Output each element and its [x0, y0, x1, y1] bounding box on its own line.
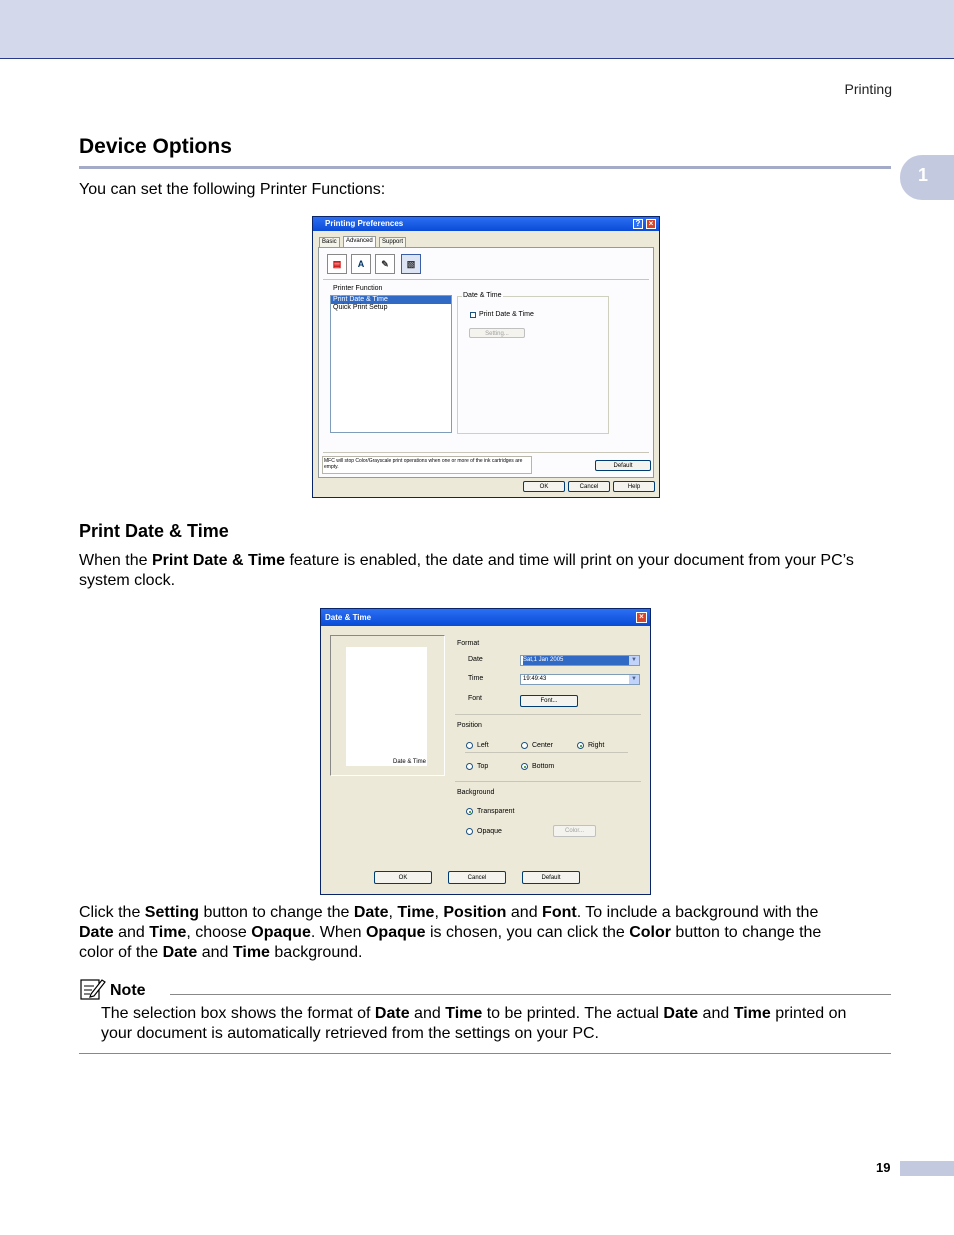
- title-rule: [79, 166, 891, 169]
- preview-text: Date & Time: [392, 759, 426, 765]
- text: and: [409, 1005, 446, 1022]
- chevron-down-icon: ▼: [629, 656, 639, 665]
- note-text: [101, 1004, 893, 1044]
- opaque-radio[interactable]: [466, 828, 473, 835]
- note-rule: [170, 994, 891, 995]
- right-radio[interactable]: [577, 742, 584, 749]
- intro-text: You can set the following Printer Functions:: [79, 181, 386, 198]
- text: When the: [79, 552, 152, 569]
- text: The selection box shows the format of: [101, 1005, 375, 1022]
- text: is chosen, you can click the: [425, 924, 630, 941]
- checkbox-label: Print Date & Time: [479, 311, 534, 318]
- page-tab: [900, 1161, 954, 1176]
- bold-term: Color: [629, 924, 671, 941]
- transparent-label: Transparent: [477, 808, 515, 815]
- center-radio[interactable]: [521, 742, 528, 749]
- font-button[interactable]: Font...: [520, 695, 578, 707]
- ok-button[interactable]: OK: [523, 481, 565, 492]
- bold-term: Time: [733, 1005, 771, 1022]
- printing-preferences-dialog: [312, 216, 660, 498]
- date-label: Date: [468, 656, 483, 663]
- bold-term: Opaque: [251, 924, 311, 941]
- dialog-title: Date & Time: [325, 613, 372, 622]
- text: color of the: [79, 944, 163, 961]
- note-pencil-icon: [80, 977, 106, 1001]
- right-label: Right: [588, 742, 605, 749]
- text: feature is enabled, the date and time will print on your document from your PC’s: [285, 552, 854, 569]
- bold-term: Date: [353, 904, 389, 921]
- top-radio[interactable]: [466, 763, 473, 770]
- print-date-time-checkbox[interactable]: [470, 312, 476, 318]
- document-icon[interactable]: ✎: [375, 254, 395, 274]
- default-button[interactable]: Default: [595, 460, 651, 471]
- bold-term: Time: [149, 924, 187, 941]
- text: to be printed. The actual: [482, 1005, 664, 1022]
- page-number: 19: [876, 1160, 891, 1175]
- top-band: [0, 0, 954, 59]
- selected-date: Sat,1 Jan 2005: [523, 656, 629, 665]
- preview-frame: [330, 635, 445, 776]
- tab-panel: [318, 247, 654, 478]
- text: ,: [388, 904, 398, 921]
- text: your document is automatically retrieved from the settings on your PC.: [101, 1025, 599, 1042]
- format-label: Format: [457, 640, 480, 647]
- list-item[interactable]: Print Date & Time: [331, 296, 451, 304]
- running-header: Printing: [844, 81, 892, 97]
- bold-term: Font: [542, 904, 577, 921]
- color-button[interactable]: Color...: [553, 825, 596, 837]
- cancel-button[interactable]: Cancel: [568, 481, 610, 492]
- text: Click the: [79, 904, 145, 921]
- text: background.: [269, 944, 363, 961]
- paragraph-date-time: [79, 551, 894, 591]
- ok-button[interactable]: OK: [374, 871, 432, 884]
- help-button[interactable]: Help: [613, 481, 655, 492]
- font-label: Font: [468, 695, 483, 702]
- paragraph-setting: [79, 903, 894, 963]
- bold-term: Date: [162, 944, 198, 961]
- dialog-title: Printing Preferences: [325, 219, 404, 228]
- date-time-group: [457, 292, 609, 434]
- close-icon[interactable]: ×: [646, 219, 656, 229]
- bold-term: Opaque: [365, 924, 426, 941]
- text: and: [113, 924, 150, 941]
- dialog-titlebar: [313, 217, 659, 231]
- chevron-down-icon: ▼: [629, 675, 639, 684]
- page-title: Device Options: [79, 135, 232, 158]
- tab-support[interactable]: Support: [379, 237, 406, 247]
- list-item[interactable]: Quick Print Setup: [333, 304, 388, 311]
- bold-term: Setting: [144, 904, 200, 921]
- preview-page: [346, 647, 427, 766]
- left-label: Left: [477, 742, 489, 749]
- date-time-dialog: [320, 608, 651, 895]
- tab-basic[interactable]: Basic: [319, 237, 340, 247]
- center-label: Center: [532, 742, 554, 749]
- position-label: Position: [457, 722, 482, 729]
- close-icon[interactable]: ×: [636, 612, 647, 623]
- bold-term: Date: [374, 1005, 410, 1022]
- bold-term: Print Date & Time: [151, 552, 286, 569]
- transparent-radio[interactable]: [466, 808, 473, 815]
- bold-term: Time: [232, 944, 270, 961]
- setting-button[interactable]: Setting...: [469, 328, 525, 338]
- help-icon[interactable]: ?: [633, 219, 643, 229]
- note-bottom-rule: [79, 1053, 891, 1054]
- printer-function-label: Printer Function: [333, 285, 383, 292]
- separator: [323, 452, 649, 453]
- opaque-label: Opaque: [477, 828, 502, 835]
- separator: [465, 752, 628, 753]
- section-heading: Print Date & Time: [79, 521, 229, 541]
- device-options-icon[interactable]: ▧: [401, 254, 421, 274]
- separator: [455, 714, 641, 715]
- bold-term: Time: [445, 1005, 483, 1022]
- time-format-select[interactable]: [520, 674, 640, 685]
- text: ,: [434, 904, 444, 921]
- bold-term: Date: [79, 924, 114, 941]
- text: , choose: [186, 924, 252, 941]
- default-button[interactable]: Default: [522, 871, 580, 884]
- text: . When: [310, 924, 366, 941]
- date-format-select[interactable]: [520, 655, 640, 666]
- text: and: [698, 1005, 734, 1022]
- background-label: Background: [457, 789, 495, 796]
- color-icon[interactable]: ▤: [327, 254, 347, 274]
- chapter-number: 1: [918, 165, 929, 185]
- bold-term: Position: [443, 904, 507, 921]
- text: printed on: [770, 1005, 847, 1022]
- text: button to change the: [199, 904, 354, 921]
- text: and: [506, 904, 543, 921]
- bold-term: Time: [397, 904, 435, 921]
- dialog-titlebar: [321, 609, 650, 626]
- status-text: MFC will stop Color/Grayscale print operations when one or more of the ink cartridges are empty.: [322, 456, 532, 474]
- selected-time: 19:49:43: [523, 676, 547, 682]
- text: and: [197, 944, 233, 961]
- tab-advanced[interactable]: Advanced: [343, 236, 376, 248]
- bold-term: Date: [663, 1005, 699, 1022]
- bottom-radio[interactable]: [521, 763, 528, 770]
- left-radio[interactable]: [466, 742, 473, 749]
- separator: [323, 279, 649, 280]
- text: . To include a background with the: [576, 904, 819, 921]
- bottom-label: Bottom: [532, 763, 555, 770]
- chapter-tab: [900, 155, 954, 200]
- top-label: Top: [477, 763, 489, 770]
- printer-function-list[interactable]: [330, 295, 452, 433]
- cancel-button[interactable]: Cancel: [448, 871, 506, 884]
- text: system clock.: [79, 572, 176, 589]
- group-title: Date & Time: [463, 292, 502, 299]
- time-label: Time: [468, 675, 484, 682]
- text-icon[interactable]: A: [351, 254, 371, 274]
- note-label: Note: [110, 982, 146, 999]
- text: button to change the: [670, 924, 822, 941]
- separator: [455, 781, 641, 782]
